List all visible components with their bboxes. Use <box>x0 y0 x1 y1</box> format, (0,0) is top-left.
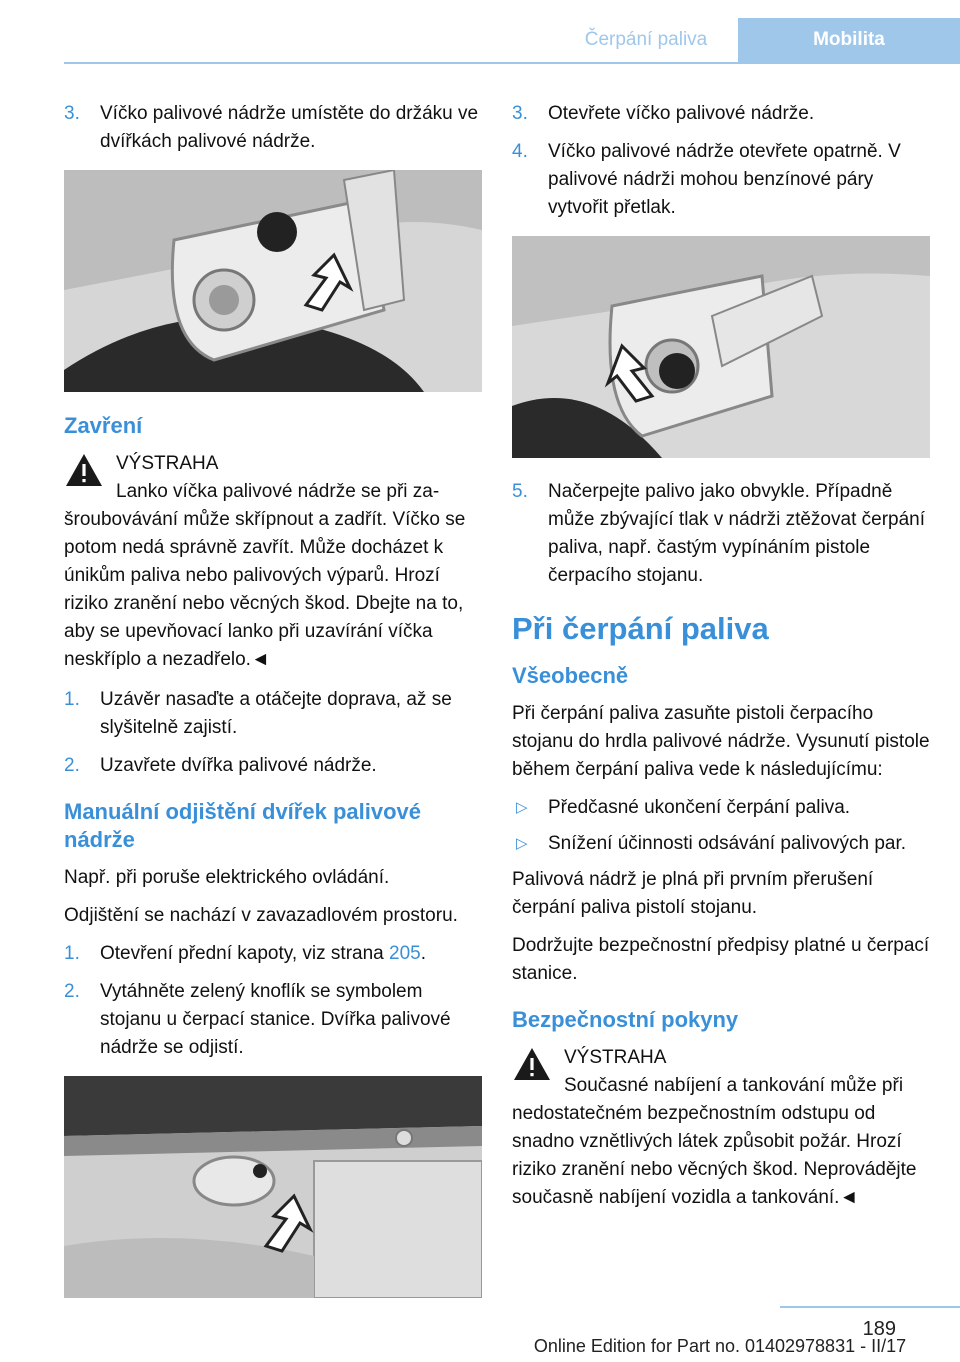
step-number: 2. <box>64 755 80 776</box>
warning-body: šroubovávání může skřípnout a zadřít. Víčko se potom nedá správně zavřít. Může docházet k únikům paliva nebo palivových výparů. Hrozí riziko zranění nebo věcných škod. Dbejte na to, aby se upevňovací lanko při uzavírání víčka neskříplo a nezadřelo.◄ <box>64 509 466 670</box>
step-text-tail: . <box>420 943 426 964</box>
step-number: 3. <box>512 103 528 124</box>
general-paragraph: Při čerpání paliva zasuňte pistoli čerpacího stojanu do hrdla palivové nádrže. Vysunutí pistole během čerpání paliva vede k následujícímu: <box>512 703 930 780</box>
page-number: 189 <box>862 1318 896 1340</box>
footer-rule <box>780 1306 960 1308</box>
manual-step-1 <box>64 940 482 968</box>
bullet-item <box>512 794 930 822</box>
manual-step-2 <box>64 978 482 1062</box>
safety-rules-paragraph: Dodržujte bezpečnostní předpisy platné u čerpací stanice. <box>512 935 930 984</box>
step-number: 2. <box>64 981 80 1002</box>
bullet-arrow-icon: ▷ <box>516 799 528 816</box>
step-text: Víčko palivové nádrže umístěte do držáku ve dvířkách palivové nádrže. <box>100 103 479 152</box>
bullet-text: Snížení účinnosti odsávání palivových par. <box>548 833 907 854</box>
header-rule <box>64 62 960 64</box>
warning-charging <box>512 1044 930 1212</box>
step-text: Víčko palivové nádrže otevřete opatrně. V palivové nádrži mohou benzínové páry vytvořit přetlak. <box>548 141 901 218</box>
warning-title: VÝSTRAHA <box>564 1047 667 1068</box>
heading-general: Všeobecně <box>512 663 629 688</box>
warning-line-1: Lanko víčka palivové nádrže se při za- <box>116 481 440 502</box>
step-number: 3. <box>64 103 80 124</box>
tank-full-paragraph: Palivová nádrž je plná při prvním přerušení čerpání paliva pistolí stojanu. <box>512 869 874 918</box>
heading-safety: Bezpečnostní pokyny <box>512 1007 739 1032</box>
close-step-1 <box>64 686 482 742</box>
manual-paragraph-1: Např. při poruše elektrického ovládání. <box>64 867 390 888</box>
step-text: Otevření přední kapoty, viz strana <box>100 943 390 964</box>
step-number: 5. <box>512 481 528 502</box>
step-text: Uzávěr nasaďte a otáčejte doprava, až se slyšitelně zajistí. <box>100 689 452 738</box>
step-number: 1. <box>64 689 80 710</box>
step-text: Uzavřete dvířka palivové nádrže. <box>100 755 377 776</box>
warning-title: VÝSTRAHA <box>116 453 219 474</box>
manual-paragraph-2: Odjištění se nachází v zavazadlovém prostoru. <box>64 905 458 926</box>
heading-closing: Zavření <box>64 413 143 438</box>
warning-line-1: Současné nabíjení a tankování může při <box>564 1075 904 1096</box>
heading-manual-unlock: Manuální odjištění dvířek palivové nádrže <box>64 799 421 852</box>
warning-cable <box>64 450 482 674</box>
right-column <box>512 100 930 1224</box>
fuel-cap-holder-photo <box>64 170 482 392</box>
bullet-item <box>512 830 930 858</box>
step-text: Otevřete víčko palivové nádrže. <box>548 103 815 124</box>
step-text: Vytáhněte zelený knoflík se symbolem stojanu u čerpací stanice. Dvířka palivové nádrže se odjistí. <box>100 981 451 1058</box>
refuel-step-5 <box>512 478 930 590</box>
bullet-text: Předčasné ukončení čerpání paliva. <box>548 797 851 818</box>
left-column <box>64 100 482 1318</box>
open-fuel-cap-photo <box>512 236 930 458</box>
edition-footer: Online Edition for Part no. 01402978831 - II/17 <box>533 1336 907 1356</box>
trunk-release-button-photo <box>64 1076 482 1298</box>
warning-body: nedostatečném bezpečnostním odstupu od snadno vznětlivých látek způsobit požár. Hrozí riziko zranění nebo věcných škod. Neprovádějte současně nabíjení vozidla a tankování.◄ <box>512 1103 917 1208</box>
warning-triangle-icon <box>512 1046 552 1082</box>
step-number: 4. <box>512 141 528 162</box>
bullet-arrow-icon: ▷ <box>516 835 528 852</box>
warning-triangle-icon <box>64 452 104 488</box>
open-step-3 <box>512 100 930 128</box>
step-3-place-cap <box>64 100 482 156</box>
step-text: Načerpejte palivo jako obvykle. Případně může zbývající tlak v nádrži ztěžovat čerpání paliva, např. častým vypínáním pistole čerpacího stojanu. <box>548 481 925 586</box>
header-section-title: Čerpání paliva <box>584 29 708 50</box>
close-step-2 <box>64 752 482 780</box>
heading-refueling: Při čerpání paliva <box>512 611 769 646</box>
page-reference-link[interactable]: 205 <box>389 943 421 964</box>
open-step-4 <box>512 138 930 222</box>
header-chapter-tab: Mobilita <box>738 18 960 62</box>
step-number: 1. <box>64 943 80 964</box>
